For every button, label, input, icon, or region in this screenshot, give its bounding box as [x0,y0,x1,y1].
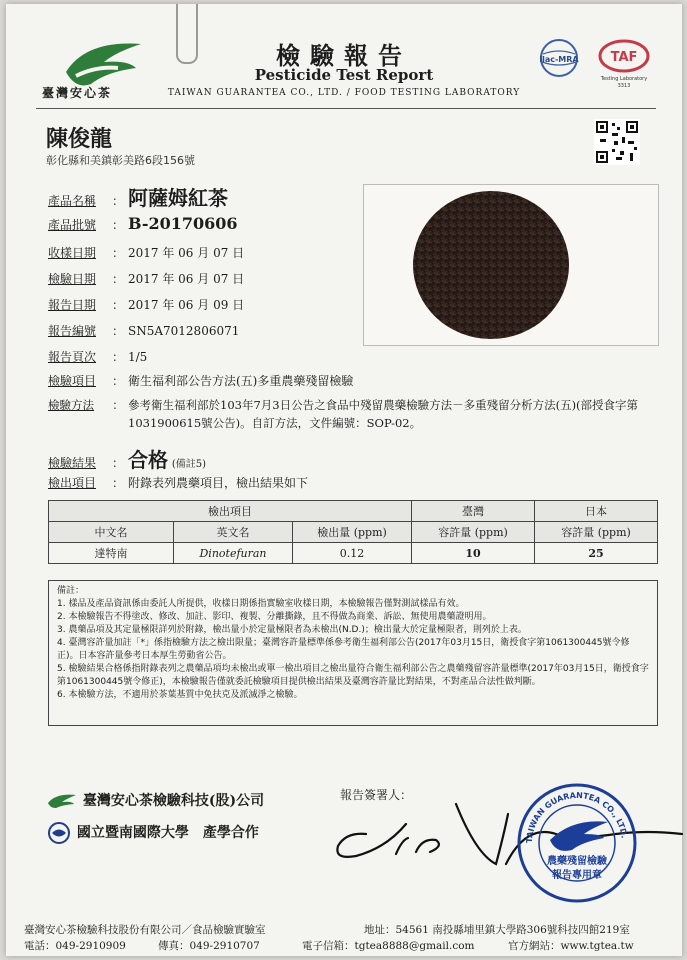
footer-email: 電子信箱：tgtea8888@gmail.com [302,940,475,952]
group-header: 檢出項目 [49,501,412,522]
received-date-row [48,244,244,261]
row-tw: 10 [412,543,535,564]
note-item: 5. 檢驗結果合格係指附錄表列之農藥品項均未檢出或單一檢出項目之檢出量符合衛生福利部公告之農藥殘留容許量標準(2017年03月15日，衛授食字第1061300445號令修正)，本檢驗報告僅就委託檢驗項目提供檢出結果及臺灣容許量比對結果，不對產品合法性做判斷。 [57,664,649,687]
product-name-label: 產品名稱 [48,194,97,208]
qr-code-icon [594,119,640,165]
lab-name: TAIWAN GUARANTEA CO., LTD. / FOOD TESTING LABORATORY [167,88,521,98]
colon: ： [111,456,124,470]
result-value: 合格 [128,448,168,472]
result-label: 檢驗結果 [48,456,97,470]
colon: ： [111,476,124,490]
row-amount: 0.12 [293,543,412,564]
client-address: 彰化縣和美鎮彰美路6段156號 [46,154,195,167]
ilac-text: ilac-MRA [539,55,579,64]
footer-lab-name: 臺灣安心茶檢驗科技股份有限公司／食品檢驗實驗室 [24,924,266,936]
report-no-label: 報告編號 [48,324,97,338]
test-method-value: 參考衛生福利部於103年7月3日公告之食品中殘留農藥檢驗方法－多重殘留分析方法(五)(部授食字第1031900615號公告)。自訂方法，文件編號：SOP-02。 [128,398,639,430]
report-date-value: 2017 年 06 月 09 日 [128,298,245,312]
col-zh-header: 中文名 [49,522,174,543]
client-name: 陳俊龍 [46,126,113,152]
detected-items-value: 附錄表列農藥項目，檢出結果如下 [128,476,309,490]
report-date-row [48,296,244,313]
notes-box [48,580,658,726]
ilac-mra-logo-icon [534,38,584,84]
note-item: 2. 本檢驗報告不得塗改、修改、加註、影印、複製、分離撕錄，且不得做為商業、訴訟、無使用農藥證明用。 [57,612,492,622]
jp-header: 日本 [535,501,658,522]
product-name-value: 阿薩姆紅茶 [128,186,228,210]
tw-header: 臺灣 [412,501,535,522]
guarantea-small-logo-icon [46,793,78,809]
row-en: Dinotefuran [174,543,293,564]
colon: ： [111,194,124,208]
colon: ： [111,272,124,286]
official-stamp-icon [512,778,642,908]
test-item-label: 檢驗項目 [48,374,97,388]
test-method-label: 檢驗方法 [48,398,94,412]
colon: ： [111,298,124,312]
stamp-text-2: 農藥殘留檢驗 [547,856,607,867]
footer-fax: 傳真：049-2910707 [158,940,260,952]
company-name-1: 臺灣安心茶檢驗科技(股)公司 [82,793,265,809]
note-item: 6. 本檢驗方法，不適用於茶葉基質中免扶克及派滅淨之檢驗。 [57,690,303,700]
col-amount-header: 檢出量 (ppm) [293,522,412,543]
report-title-en: Pesticide Test Report [254,66,434,84]
company-line-1 [46,790,264,810]
notes-title: 備註： [57,586,85,596]
colon: ： [111,246,124,260]
footer-website: 官方網站：www.tgtea.tw [508,940,634,952]
report-no-value: SN5A7012806071 [128,324,240,338]
product-name-row [48,182,228,211]
table-row [49,543,658,564]
test-item-row [48,372,353,389]
stamp-arc-text: TAIWAN GUARANTEA CO., LTD. [524,790,629,844]
colon: ： [111,350,124,364]
results-table [48,500,658,564]
detected-items-label: 檢出項目 [48,476,97,490]
company-name-2: 國立暨南國際大學 產學合作 [76,825,259,841]
logo-text: 臺灣安心茶 [42,86,113,100]
taf-number: 3313 [617,83,631,89]
report-paper [6,4,682,956]
company-line-2 [46,822,259,844]
signer-label: 報告簽署人： [340,788,413,802]
university-logo-icon [46,822,72,844]
test-method-row [48,396,658,432]
result-note: (備註5) [171,459,206,470]
test-date-value: 2017 年 06 月 07 日 [128,272,245,286]
report-title-zh: 檢驗報告 [276,41,412,70]
report-date-label: 報告日期 [48,298,97,312]
colon: ： [111,374,124,388]
taf-logo-icon [596,38,652,90]
header-divider [36,108,656,109]
batch-no-label: 產品批號 [48,218,97,232]
row-jp: 25 [535,543,658,564]
note-item: 4. 臺灣容許量加註「*」係指檢驗方法之檢出限量；臺灣容許量標準係參考衛生福利部公告(2017年03月15日，衛授食字第1061300445號令修正)。日本容許量參考日本厚生勞動省公告。 [57,638,630,661]
batch-no-value: B-20170606 [128,214,238,233]
stamp-text-3: 報告專用章 [552,870,602,881]
colon: ： [112,398,124,412]
report-no-row [48,322,239,339]
tea-leaves-image [364,185,658,345]
taf-sub-text: Testing Laboratory [600,76,648,82]
footer-tel: 電話：049-2910909 [24,940,126,952]
jp-sub-header: 容許量 (ppm) [535,522,658,543]
col-en-header: 英文名 [174,522,293,543]
test-date-label: 檢驗日期 [48,272,97,286]
page-no-row [48,348,147,365]
received-date-value: 2017 年 06 月 07 日 [128,246,245,260]
note-item: 1. 樣品及產品資訊係由委託人所提供，收樣日期係指實驗室收樣日期，本檢驗報告僅對測試樣品有效。 [57,599,465,609]
tw-sub-header: 容許量 (ppm) [412,522,535,543]
row-zh: 達特南 [49,543,174,564]
result-row [48,444,206,473]
batch-no-row [48,214,238,233]
colon: ： [111,218,124,232]
tea-sample-photo [363,184,659,346]
page-no-label: 報告頁次 [48,350,97,364]
footer-address: 地址：54561 南投縣埔里鎮大學路306號科技四館219室 [364,924,630,936]
test-date-row [48,270,244,287]
note-item: 3. 農藥品項及其定量極限詳列於附錄，檢出量小於定量極限者為未檢出(N.D.)；檢出量大於定量極限者，則列於上表。 [57,625,527,635]
page-no-value: 1/5 [128,350,148,364]
taf-text: TAF [610,50,638,65]
colon: ： [111,324,124,338]
detected-items-row [48,474,308,491]
received-date-label: 收樣日期 [48,246,97,260]
test-item-value: 衛生福利部公告方法(五)多重農藥殘留檢驗 [128,374,354,388]
